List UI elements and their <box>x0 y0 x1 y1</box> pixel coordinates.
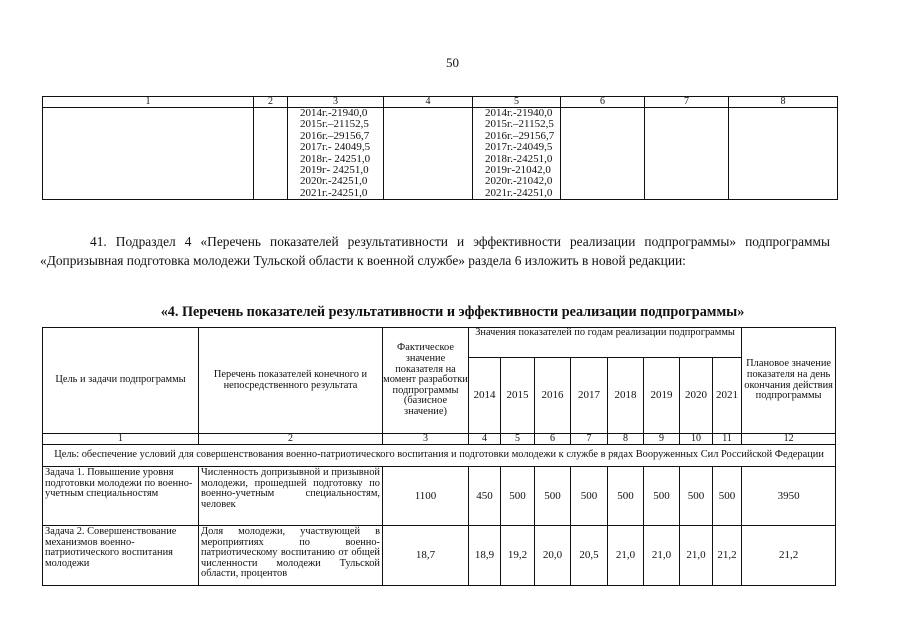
continuation-data-row <box>43 108 838 200</box>
actual-value-cell: 18,7 <box>383 526 469 586</box>
year-value-cell: 19,2 <box>501 526 535 586</box>
column-number: 1 <box>43 97 254 108</box>
header-year: 2018 <box>608 358 644 434</box>
empty-cell <box>645 108 729 200</box>
column-number: 1 <box>43 434 199 445</box>
goal-text: Цель: обеспечение условий для совершенствования военно-патриотического воспитания и подготовки молодежи к службе в рядах Вооруженных Сил Российской Федерации <box>43 445 836 467</box>
header-year: 2019 <box>644 358 680 434</box>
funding-value: 2016г.–29156,7 <box>300 129 370 142</box>
funding-value: 2017г.- 24049,5 <box>300 141 371 154</box>
column-number-row <box>43 434 836 445</box>
funding-value: 2019г- 24251,0 <box>300 164 369 177</box>
empty-cell <box>561 108 645 200</box>
year-value-cell: 500 <box>571 467 608 526</box>
indicator-row <box>43 526 836 586</box>
column-number: 3 <box>383 434 469 445</box>
goal-row <box>43 445 836 467</box>
column-number: 5 <box>501 434 535 445</box>
amendment-text: 41. Подраздел 4 «Перечень показателей результативности и эффективности реализации подпрограммы» подпрограммы «Допризывная подготовка молодежи Тульской области к военной службе» раздела 6 изложить в новой редакции: <box>40 234 830 268</box>
header-years-group: Значения показателей по годам реализации подпрограммы <box>469 328 742 358</box>
header-year: 2021 <box>713 358 742 434</box>
header-year: 2015 <box>501 358 535 434</box>
funding-value: 2014г.-21940,0 <box>485 107 553 119</box>
column-number: 3 <box>288 97 384 108</box>
column-number: 12 <box>742 434 836 445</box>
column-number: 10 <box>680 434 713 445</box>
year-value-cell: 18,9 <box>469 526 501 586</box>
header-year: 2020 <box>680 358 713 434</box>
continuation-table <box>42 96 838 200</box>
column-number: 4 <box>384 97 473 108</box>
column-number: 6 <box>535 434 571 445</box>
column-number: 6 <box>561 97 645 108</box>
header-year: 2014 <box>469 358 501 434</box>
year-value-cell: 20,0 <box>535 526 571 586</box>
empty-cell <box>384 108 473 200</box>
section-title: «4. Перечень показателей результативности и эффективности реализации подпрограммы» <box>160 304 745 320</box>
empty-cell <box>254 108 288 200</box>
year-value-cell: 500 <box>501 467 535 526</box>
year-value-cell: 500 <box>713 467 742 526</box>
column-number: 8 <box>608 434 644 445</box>
amendment-paragraph <box>40 232 830 270</box>
header-indicators: Перечень показателей конечного и непосредственного результата <box>199 328 383 434</box>
header-year: 2017 <box>571 358 608 434</box>
year-value-cell: 21,0 <box>680 526 713 586</box>
year-value-cell: 500 <box>535 467 571 526</box>
year-value-cell: 500 <box>644 467 680 526</box>
column-number: 4 <box>469 434 501 445</box>
header-year: 2016 <box>535 358 571 434</box>
funding-value: 2020г.-24251,0 <box>300 175 368 188</box>
year-value-cell: 21,2 <box>713 526 742 586</box>
column-number: 11 <box>713 434 742 445</box>
funding-value: 2014г.-21940,0 <box>300 107 368 119</box>
column-number: 7 <box>571 434 608 445</box>
funding-value: 2019г-21042,0 <box>485 164 551 177</box>
task-cell: Задача 2. Совершенствование механизмов военно-патриотического воспитания молодежи <box>43 526 199 586</box>
funding-values-col3 <box>288 108 384 200</box>
column-number: 9 <box>644 434 680 445</box>
year-value-cell: 21,0 <box>644 526 680 586</box>
indicator-cell: Доля молодежи, участвующей в мероприятиях по военно-патриотическому воспитанию от общей численности молодежи Тульской области, процентов <box>199 526 383 586</box>
page-number: 50 <box>446 55 459 70</box>
year-value-cell: 450 <box>469 467 501 526</box>
funding-value: 2021г.-24251,0 <box>300 186 368 199</box>
column-number: 2 <box>199 434 383 445</box>
funding-value: 2016г.–29156,7 <box>485 129 555 142</box>
actual-value-cell: 1100 <box>383 467 469 526</box>
funding-value: 2015г.–21152,5 <box>485 118 554 131</box>
empty-cell <box>43 108 254 200</box>
column-number: 7 <box>645 97 729 108</box>
header-goal-tasks: Цель и задачи подпрограммы <box>43 328 199 434</box>
header-planned-value: Плановое значение показателя на день окончания действия подпрограммы <box>742 328 836 434</box>
year-value-cell: 500 <box>608 467 644 526</box>
planned-value-cell: 3950 <box>742 467 836 526</box>
empty-cell <box>729 108 838 200</box>
funding-value: 2020г.-21042,0 <box>485 175 553 188</box>
funding-value: 2018г.-24251,0 <box>485 152 553 165</box>
column-number: 2 <box>254 97 288 108</box>
column-number: 5 <box>473 97 561 108</box>
header-actual-value: Фактическое значение показателя на момент разработки подпрограммы (базисное значение) <box>383 328 469 434</box>
task-cell: Задача 1. Повышение уровня подготовки молодежи по военно-учетным специальностям <box>43 467 199 526</box>
funding-value: 2015г.–21152,5 <box>300 118 369 131</box>
planned-value-cell: 21,2 <box>742 526 836 586</box>
funding-values-col5 <box>473 108 561 200</box>
indicators-table <box>42 327 836 586</box>
header-row-1 <box>43 328 836 358</box>
column-number: 8 <box>729 97 838 108</box>
funding-value: 2018г.- 24251,0 <box>300 152 371 165</box>
year-value-cell: 500 <box>680 467 713 526</box>
year-value-cell: 21,0 <box>608 526 644 586</box>
year-value-cell: 20,5 <box>571 526 608 586</box>
indicator-cell: Численность допризывной и призывной молодежи, прошедшей подготовку по военно-учетным специальностям, человек <box>199 467 383 526</box>
funding-value: 2021г.-24251,0 <box>485 186 553 199</box>
funding-value: 2017г.-24049,5 <box>485 141 553 154</box>
continuation-header-row <box>43 97 838 108</box>
indicator-row <box>43 467 836 526</box>
